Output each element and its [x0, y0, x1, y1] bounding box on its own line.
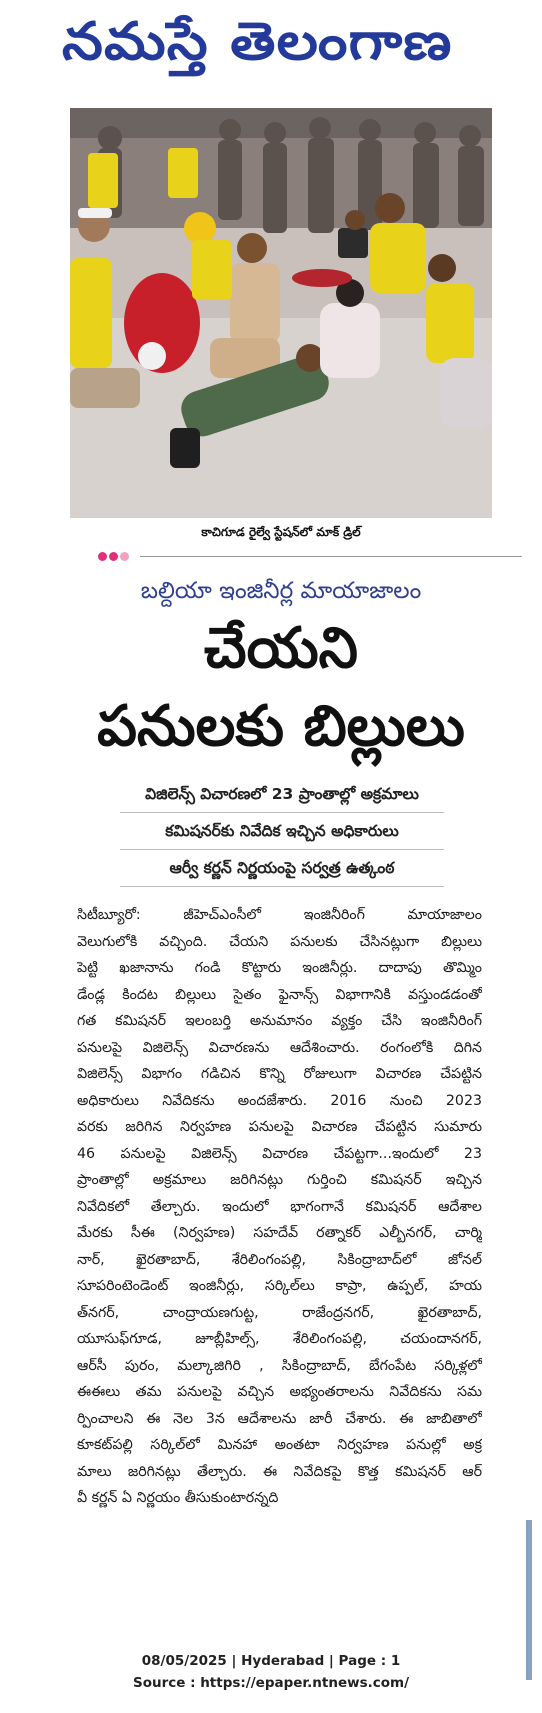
headline: [62, 610, 500, 770]
body-line: ఆర్‌సీ పురం, మల్కాజిగిరి , సికింద్రాబాద్, బేగంపేట సర్కిళ్లలో: [77, 1357, 482, 1374]
footer-date-line: 08/05/2025 | Hyderabad | Page : 1: [141, 1653, 401, 1669]
body-line: నివేదికలో తేల్చారు. ఇందులో భాగంగానే కమిషనర్ ఆదేశాల: [77, 1198, 482, 1215]
body-line: ప్రాంతాల్లో అక్రమాలు జరిగినట్లు గుర్తించి కమిషనర్ ఇచ్చిన: [77, 1172, 482, 1188]
divider: [140, 556, 522, 557]
photo-caption: కాచిగూడ రైల్వే స్టేషన్‌లో మాక్ డ్రిల్: [201, 525, 361, 539]
body-line: యూసుఫ్‌గూడ, జూబ్లీహిల్స్, శేరిలింగంపల్లి, చయందానగర్,: [77, 1331, 482, 1347]
headline-line: చేయని: [204, 616, 358, 681]
mock-drill-photo: [70, 108, 492, 518]
body-line: అధికారులు నివేదికను అందజేశారు. 2016 నుంచి 2023: [77, 1092, 482, 1109]
news-photo: [70, 108, 492, 518]
footer-source-line: Source : https://epaper.ntnews.com/: [132, 1675, 410, 1691]
dot-pink: [109, 552, 118, 561]
body-line: వరకు జరిగిన నిర్వహణ పనులపై విచారణ చేపట్టిన సుమారు: [77, 1119, 482, 1135]
body-line: మేరకు సీఈ (నిర్వహణ) సహదేవ్ రత్నాకర్ ఎల్బీనగర్, చార్మి: [77, 1225, 482, 1241]
masthead: [0, 0, 542, 92]
body-line: ఈఈలు తమ పనులపై వచ్చిన అభ్యంతరాలను నివేదికను సమ: [77, 1384, 482, 1400]
body-line: మాలు జరిగినట్లు తేల్చారు. ఈ నివేదికపై కొత్త కమిషనర్ ఆర్: [77, 1463, 482, 1480]
body-line: 46 పనులపై విజిలెన్స్ విచారణ చేపట్టగా...ఇందులో 23: [77, 1145, 482, 1162]
body-line: సిటీబ్యూరో: జీహెచ్ఎంసీలో ఇంజినీరింగ్ మాయాజాలం: [77, 907, 482, 923]
body-line: సూపరింటెండెంట్ ఇంజినీర్లు, సర్కిల్‌లు కాప్రా, ఉప్పల్, హయ: [77, 1278, 482, 1294]
body-line: త్‌నగర్, చాంద్రాయణగుట్ట, రాజేంద్రనగర్, ఖైరతాబాద్,: [77, 1304, 482, 1321]
deck-line: ఆర్వీ కర్ణన్ నిర్ణయంపై సర్వత్ర ఉత్కంఠ: [169, 859, 395, 877]
body-line: వీ కర్ణన్ ఏ నిర్ణయం తీసుకుంటారన్నది: [77, 1490, 279, 1506]
body-line: పనులపై విజిలెన్స్ విచారణను ఆదేశించారు. రంగంలోకి దిగిన: [77, 1039, 482, 1056]
dot-light: [120, 552, 129, 561]
body-line: కూకట్‌పల్లి సర్కిల్‌లో మినహా అంతటా నిర్వహణ పనుల్లో అక్ర: [77, 1437, 482, 1453]
kicker: బల్దియా ఇంజినీర్ల మాయాజాలం: [140, 578, 422, 604]
article-body: [77, 902, 482, 1512]
body-line: వెలుగులోకి వచ్చింది. చేయని పనులకు చేసినట్లుగా బిల్లులు: [77, 933, 482, 950]
divider: [120, 886, 444, 887]
dot-pink: [98, 552, 107, 561]
body-line: ర్పించాలని ఈ నెల 3న ఆదేశాలను జారీ చేశారు. ఈ జాబితాలో: [77, 1410, 482, 1427]
deck-line: కమిషనర్‌కు నివేదిక ఇచ్చిన అధికారులు: [165, 822, 399, 840]
page-footer: [0, 1650, 542, 1694]
decorative-dots: [98, 550, 138, 562]
headline-line: పనులకు బిల్లులు: [97, 694, 465, 759]
body-line: పెట్టి ఖజానాను గండి కొట్టారు ఇంజినీర్లు. దాదాపు తొమ్మిం: [77, 960, 482, 976]
body-line: నార్, ఖైరతాబాద్, శేరిలింగంపల్లి, సికింద్రాబాద్‌లో జోనల్: [77, 1251, 482, 1268]
newspaper-title: నమస్తే తెలంగాణ: [62, 12, 453, 72]
body-line: గత కమిషనర్ ఇలంబర్తి అనుమానం వ్యక్తం చేసి ఇంజినీరింగ్: [77, 1013, 482, 1029]
divider: [120, 812, 444, 813]
body-line: డేండ్ల కిందట బిల్లులు సైతం ఫైనాన్స్ విభాగానికి వస్తుండడంతో: [77, 986, 482, 1003]
body-line: విజిలెన్స్ విభాగం గడిచిన కొన్ని రోజులుగా విచారణ చేపట్టిన: [77, 1066, 482, 1082]
deck-line: విజిలెన్స్ విచారణలో 23 ప్రాంతాల్లో అక్రమాలు: [145, 785, 419, 803]
divider: [120, 849, 444, 850]
